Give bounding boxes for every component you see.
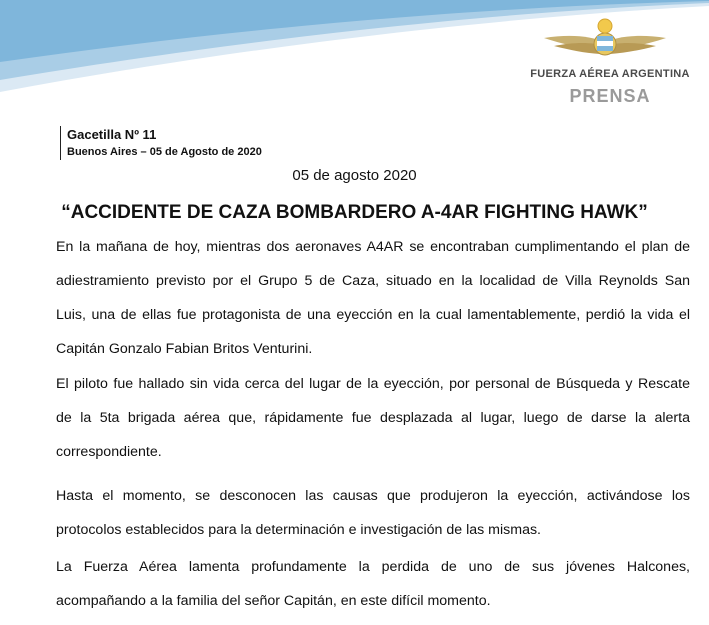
date-line: 05 de agosto 2020 (292, 167, 417, 184)
paragraph (56, 479, 690, 547)
paragraph-line: adiestramiento previsto por el Grupo 5 de Caza, situado en la localidad de Villa Reynolds San (56, 273, 690, 289)
paragraph (56, 367, 690, 469)
paragraph-line: La Fuerza Aérea lamenta profundamente la perdida de uno de sus jóvenes Halcones, (56, 559, 690, 575)
paragraph-line: correspondiente. (56, 444, 162, 460)
paragraph-line: En la mañana de hoy, mientras dos aeronaves A4AR se encontraban cumplimentando el plan de (56, 239, 690, 255)
paragraph-line: Hasta el momento, se desconocen las causas que produjeron la eyección, activándose los (56, 488, 690, 504)
gacetilla-number: Gacetilla Nº 11 (67, 127, 157, 142)
paragraph-line: de la 5ta brigada aérea que, rápidamente fue desplazada al lugar, luego de darse la alerta (56, 410, 690, 426)
section-title: PRENSA (569, 86, 651, 106)
paragraph-line: protocolos establecidos para la determinación e investigación de las mismas. (56, 522, 541, 538)
gacetilla-block (60, 126, 262, 160)
paragraph-line: Luis, una de ellas fue protagonista de una eyección en la cual lamentablemente, perdió la vida el (56, 307, 690, 323)
gacetilla-place-date: Buenos Aires – 05 de Agosto de 2020 (67, 146, 262, 158)
paragraph (56, 550, 690, 618)
org-header (530, 0, 690, 115)
winged-sun-emblem-icon (540, 6, 670, 66)
paragraph-line: Capitán Gonzalo Fabian Britos Venturini. (56, 341, 313, 357)
paragraph (56, 230, 690, 366)
paragraph-line: El piloto fue hallado sin vida cerca del lugar de la eyección, por personal de Búsqueda y Rescate (56, 376, 690, 392)
paragraph-line: acompañando a la familia del señor Capitán, en este difícil momento. (56, 593, 491, 609)
org-name: FUERZA AÉREA ARGENTINA (530, 68, 690, 80)
headline: “ACCIDENTE DE CAZA BOMBARDERO A-4AR FIGHTING HAWK” (61, 202, 648, 223)
